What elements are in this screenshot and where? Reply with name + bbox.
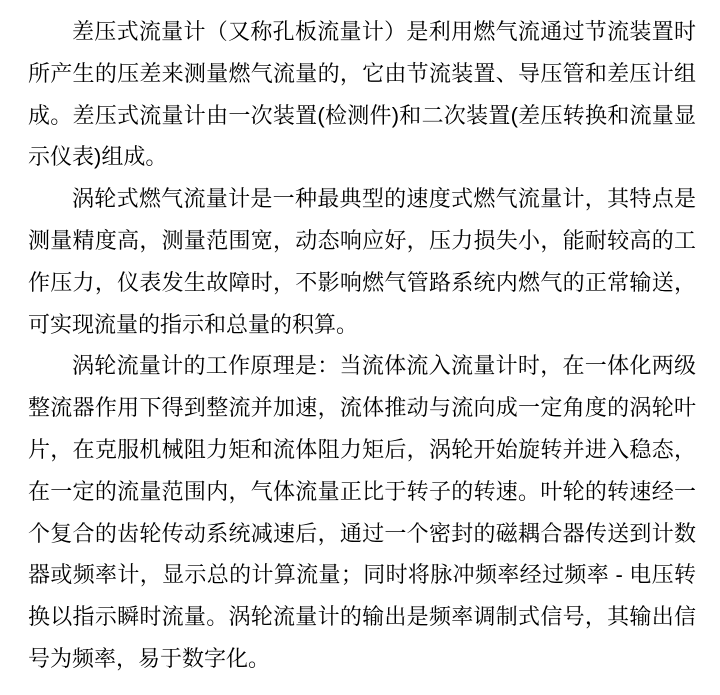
paragraph-turbine-flowmeter-working-principle: 涡轮流量计的工作原理是：当流体流入流量计时，在一体化两级整流器作用下得到整流并加速，流体推动与流向成一定角度的涡轮叶片，在克服机械阻力矩和流体阻力矩后，涡轮开始旋转并进入稳态，在一定的流量范围内，气体流量正比于转子的转速。叶轮的转速经一个复合的齿轮传动系统减速后，通过一个密封的磁耦合器传送到计数器或频率计，显示总的计算流量；同时将脉冲频率经过频率 - 电压转换以指示瞬时流量。涡轮流量计的输出是频率调制式信号，其输出信号为频率，易于数字化。 <box>28 353 696 671</box>
paragraph-differential-pressure-flowmeter: 差压式流量计（又称孔板流量计）是利用燃气流通过节流装置时所产生的压差来测量燃气流量的，它由节流装置、导压管和差压计组成。差压式流量计由一次装置(检测件)和二次装置(差压转换和流量显示仪表)组成。 <box>28 19 696 170</box>
paragraph-turbine-gas-flowmeter-features: 涡轮式燃气流量计是一种最典型的速度式燃气流量计，其特点是测量精度高，测量范围宽，动态响应好，压力损失小，能耐较高的工作压力，仪表发生故障时，不影响燃气管路系统内燃气的正常输送，可实现流量的指示和总量的积算。 <box>28 186 696 337</box>
